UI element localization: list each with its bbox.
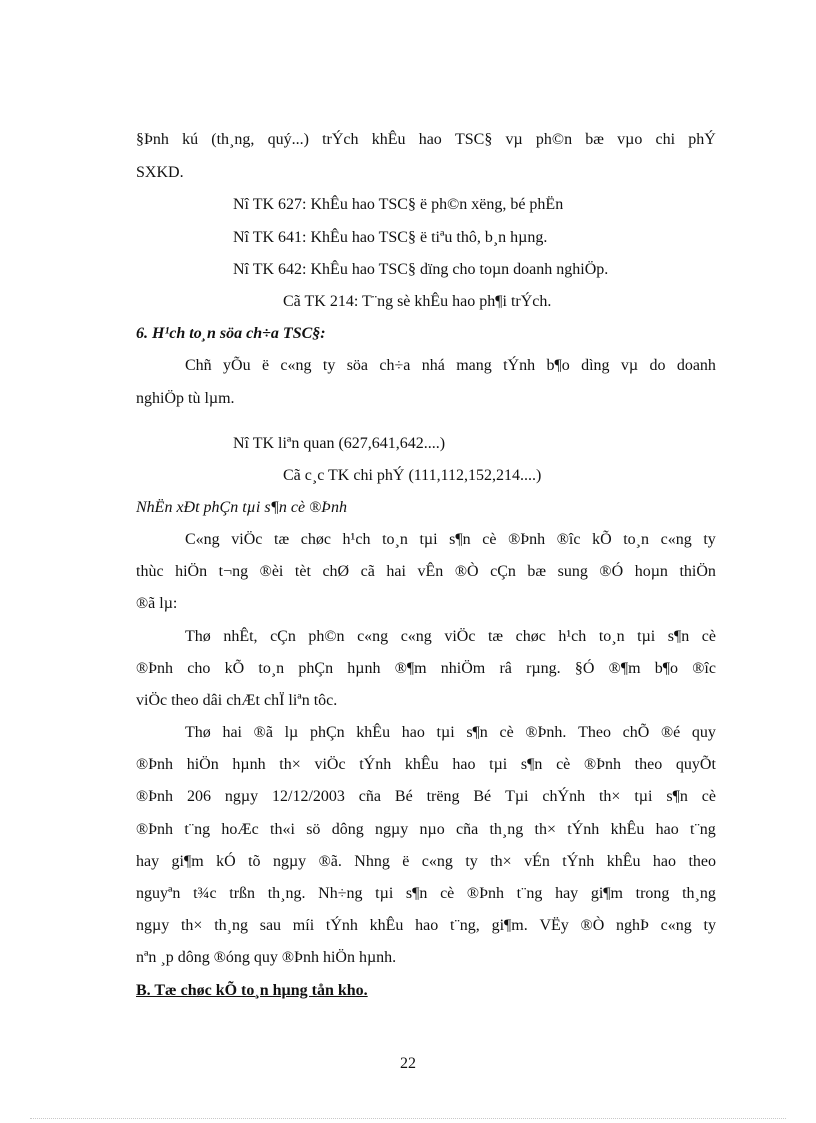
word: (th¸ng, [211, 131, 255, 148]
word: thùc [136, 563, 164, 580]
word: c«ng [660, 531, 692, 548]
word: tÝnh [503, 357, 536, 374]
word: khÊu [369, 917, 404, 934]
word: gi¶m [590, 885, 623, 902]
word: th«i [270, 821, 295, 838]
word: tèt [294, 563, 311, 580]
word: ®ã. [318, 853, 342, 870]
word: th× [279, 756, 301, 773]
word: nghÞ [616, 917, 649, 934]
word: kÕ [224, 660, 245, 677]
text-line: Cã TK 214: T¨ng sè khÊu hao ph¶i trÝch. [283, 293, 552, 310]
word: quy [691, 724, 716, 741]
word: Thø [185, 628, 211, 645]
word: ë [402, 853, 410, 870]
word: hao [452, 756, 476, 773]
text-line [136, 852, 716, 872]
word: ®Ò [580, 917, 605, 934]
word: khÊu [356, 724, 391, 741]
word: ®¶m [608, 660, 641, 677]
word: khÊu [404, 756, 439, 773]
text-line: SXKD. [136, 164, 184, 181]
word: ë [261, 357, 270, 374]
word: c«ng [660, 917, 692, 934]
footer-divider [30, 1118, 786, 1119]
word: do [649, 357, 666, 374]
word: ®Þnh [136, 756, 174, 773]
text-line [136, 755, 716, 775]
word: c«ng [280, 357, 312, 374]
word: sung [557, 563, 588, 580]
word: cÇn [270, 628, 296, 645]
word: VËy [539, 917, 569, 934]
word: th¸ng [489, 821, 524, 838]
word: hµnh [347, 660, 381, 677]
word: hµnh [232, 756, 266, 773]
word: rµng. [526, 660, 561, 677]
word: cè [482, 531, 497, 548]
word: ®Þnh [136, 660, 174, 677]
text-line [185, 627, 716, 647]
word: t¨ng, [450, 917, 480, 934]
word: tÝnh [359, 756, 392, 773]
word: vÉn [524, 853, 550, 870]
text-line [136, 916, 716, 936]
word: 206 [186, 788, 211, 805]
word: cè [701, 628, 716, 645]
word: tæ [274, 531, 290, 548]
word: viÖc [231, 531, 263, 548]
word: hao [652, 853, 677, 870]
word: dông [331, 821, 364, 838]
word: cã [360, 563, 375, 580]
word: h¹ch [558, 628, 587, 645]
word: kÓ [216, 853, 236, 870]
word: vµo [617, 131, 643, 148]
text-line: nghiÖp tù lµm. [136, 390, 235, 407]
word: lµ [284, 724, 299, 741]
word: Chñ [185, 357, 212, 374]
word: cho [187, 660, 211, 677]
word: hiÖn [175, 563, 208, 580]
word: hao [655, 821, 679, 838]
word: nhÊt, [223, 628, 258, 645]
text-line [136, 820, 716, 840]
word: c«ng [400, 628, 432, 645]
word: ch÷a [379, 357, 411, 374]
word: cña [358, 788, 381, 805]
word: tµi [634, 788, 653, 805]
word: hao [401, 724, 425, 741]
word: Tµi [505, 788, 529, 805]
word: ®Þnh [136, 788, 174, 805]
word: ®é [660, 724, 681, 741]
word: phÝ [688, 131, 716, 148]
word: th¸ng. [267, 885, 306, 902]
word: khÊu [606, 853, 641, 870]
word: t¬ng [218, 563, 249, 580]
word: Bé [473, 788, 492, 805]
word: s¶n [520, 756, 543, 773]
word: cña [455, 821, 479, 838]
word: t¾c [193, 885, 217, 902]
word: chøc [515, 628, 546, 645]
word: tµi [419, 531, 438, 548]
text-line [185, 530, 716, 550]
word: ph©n [535, 131, 573, 148]
word: bæ [527, 563, 547, 580]
word: yÕu [223, 357, 251, 374]
word: vµ [505, 131, 523, 148]
word: b¶o [546, 357, 570, 374]
word: ®Þnh. [525, 724, 567, 741]
word: ®èi [259, 563, 284, 580]
word: s¶n [405, 885, 428, 902]
word: ®Ó [599, 563, 624, 580]
word: ®Ò [454, 563, 479, 580]
word: cÇn [490, 563, 516, 580]
word: sau [259, 917, 282, 934]
word: khÊu [371, 131, 406, 148]
word: ngµy [136, 917, 170, 934]
word: kú [182, 131, 199, 148]
text-line [185, 356, 716, 376]
text-line: Nî TK 642: KhÊu hao TSC§ dïng cho toµn doanh nghiÖp. [233, 261, 609, 278]
word: th¸ng [682, 885, 716, 902]
word: ®Þnh [136, 821, 174, 838]
word: míi [292, 917, 315, 934]
word: mang [456, 357, 492, 374]
word: ®¶m [394, 660, 427, 677]
word: viÖc [314, 756, 346, 773]
word: chi [655, 131, 676, 148]
word: cè [556, 756, 571, 773]
word: chØ [322, 563, 350, 580]
word: ®Þnh [508, 531, 546, 548]
word: ®îc [692, 660, 716, 677]
word: ty [322, 357, 336, 374]
word: ph©n [308, 628, 345, 645]
word: tµi [489, 756, 508, 773]
word: khÊu [610, 821, 645, 838]
word: kÕ [592, 531, 612, 548]
word: t¨ng [690, 821, 716, 838]
word: nhá [421, 357, 445, 374]
word: s¶n [466, 724, 488, 741]
word: phÇn [298, 660, 334, 677]
word: tµi [375, 885, 394, 902]
word: söa [346, 357, 369, 374]
word: h¹ch [342, 531, 371, 548]
word: râ [499, 660, 512, 677]
word: Nh÷ng [318, 885, 363, 902]
word: to¸n [623, 531, 650, 548]
word: trong [635, 885, 670, 902]
text-line: Nî TK liªn quan (627,641,642....) [233, 435, 446, 452]
text-line [136, 130, 716, 150]
word: ty [703, 531, 716, 548]
word: cè [499, 724, 514, 741]
word: ty [703, 917, 716, 934]
word: s¶n [666, 788, 688, 805]
word: ty [465, 853, 478, 870]
word: tÝnh [562, 853, 595, 870]
word: ngµy [224, 788, 259, 805]
word: viÖc [444, 628, 476, 645]
text-line [136, 884, 716, 904]
word: cè [701, 788, 716, 805]
word: phÇn [309, 724, 345, 741]
word: vµ [620, 357, 639, 374]
word: Theo [578, 724, 611, 741]
word: hao [418, 131, 442, 148]
word: th× [598, 788, 621, 805]
word: sö [306, 821, 321, 838]
word: ®Þnh [466, 885, 504, 902]
word: ngµy [272, 853, 307, 870]
word: th¸ng [214, 917, 248, 934]
text-line: viÖc theo dâi chÆt chÏ liªn tôc. [136, 692, 338, 709]
word: Thø [185, 724, 211, 741]
word: tÝnh [567, 821, 600, 838]
word: t¨ng [516, 885, 543, 902]
word: s¶n [449, 531, 471, 548]
word: 12/12/2003 [272, 788, 345, 805]
word: C«ng [185, 531, 220, 548]
word: to¸n [258, 660, 285, 677]
word: tæ [487, 628, 504, 645]
word: b¶o [654, 660, 678, 677]
word: trßn [229, 885, 256, 902]
word: t¨ng [184, 821, 211, 838]
word: §Þnh [136, 131, 169, 148]
word: c«ng [421, 853, 453, 870]
word: th× [534, 821, 556, 838]
word: trëng [426, 788, 460, 805]
text-line: Nî TK 627: KhÊu hao TSC§ ë ph©n xëng, bé phËn [233, 196, 564, 213]
word: to¸n [598, 628, 625, 645]
word: tÝnh [325, 917, 358, 934]
word: vÊn [417, 563, 444, 580]
word: hoµn [634, 563, 668, 580]
word: thiÖn [679, 563, 716, 580]
word: nhiÖm [440, 660, 486, 677]
word: cè [440, 885, 455, 902]
word: th× [180, 917, 203, 934]
word: ®Þnh [583, 756, 621, 773]
section-heading: 6. H¹ch to¸n söa ch÷a TSC§: [136, 325, 326, 342]
word: chÝnh [542, 788, 586, 805]
word: hiÖn [186, 756, 219, 773]
text-line: Cã c¸c TK chi phÝ (111,112,152,214....) [283, 467, 542, 484]
word: trÝch [322, 131, 359, 148]
text-line [136, 562, 716, 582]
word: tµi [637, 628, 656, 645]
word: TSC§ [454, 131, 493, 148]
word: to¸n [382, 531, 408, 548]
page-number: 22 [400, 1055, 416, 1072]
word: chÕ [622, 724, 650, 741]
word: dìng [581, 357, 610, 374]
word: Nhng [354, 853, 390, 870]
text-line: Nî TK 641: KhÊu hao TSC§ ë tiªu thô, b¸n hµng. [233, 229, 548, 246]
word: ngµy [374, 821, 409, 838]
word: hai [222, 724, 242, 741]
word: hoÆc [221, 821, 259, 838]
word: tµi [436, 724, 455, 741]
word: hay [555, 885, 579, 902]
word: ®îc [556, 531, 581, 548]
text-line [136, 659, 716, 679]
section-heading: B. Tæ chøc kÕ to¸n hµng tån kho. [136, 982, 368, 999]
text-line [136, 787, 716, 807]
word: tõ [248, 853, 261, 870]
word: Bé [394, 788, 413, 805]
word: chøc [300, 531, 331, 548]
word: gi¶m. [491, 917, 528, 934]
word: hai [386, 563, 406, 580]
word: hao [415, 917, 439, 934]
word: theo [634, 756, 663, 773]
word: hay [136, 853, 160, 870]
word: gi¶m [171, 853, 204, 870]
word: theo [688, 853, 716, 870]
text-line: nªn ¸p dông ®óng quy ®Þnh hiÖn hµnh. [136, 949, 397, 966]
text-line: ®ã lµ: [136, 595, 178, 612]
text-line [185, 723, 716, 743]
subheading: NhËn xÐt phÇn tµi s¶n cè ®Þnh [136, 499, 348, 516]
word: nguyªn [136, 885, 181, 902]
word: quý...) [267, 131, 309, 148]
word: s¶n [667, 628, 690, 645]
word: ®ã [253, 724, 273, 741]
word: th× [490, 853, 512, 870]
word: quyÕt [675, 756, 716, 773]
word: doanh [676, 357, 716, 374]
word: nµo [419, 821, 445, 838]
word: bæ [585, 131, 604, 148]
word: c«ng [357, 628, 389, 645]
word: §Ó [574, 660, 595, 677]
